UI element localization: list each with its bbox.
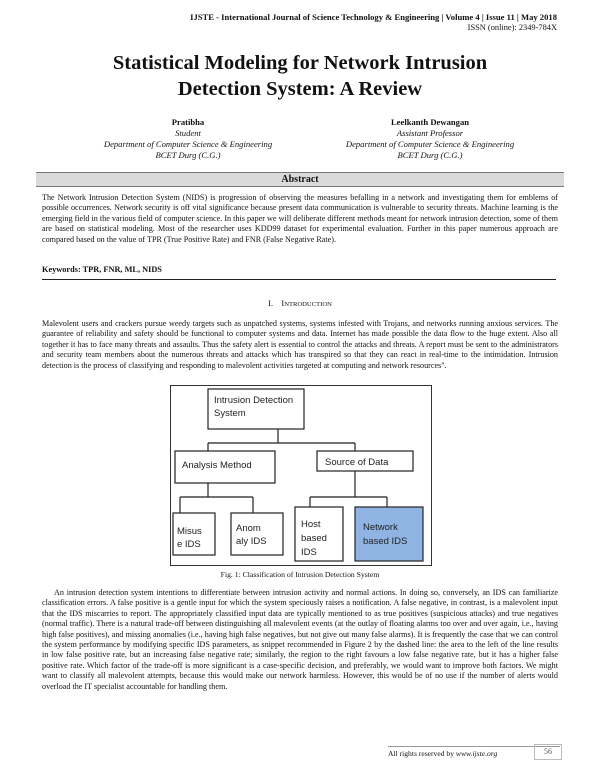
author-institution: BCET Durg (C.G.) [397,150,463,160]
journal-header: IJSTE - International Journal of Science Technology & Engineering | Volume 4 | Issue 11 | May 2018 [190,12,557,22]
misuse-ids-label-1: Misus [177,526,202,537]
analysis-method-label: Analysis Method [182,460,252,471]
host-based-label-2: based [301,533,327,544]
anomaly-ids-label-1: Anom [236,523,261,534]
network-based-label-1: Network [363,522,398,533]
section-title-initial: I [281,299,285,308]
source-of-data-label: Source of Data [325,457,389,468]
paper-title [40,50,560,102]
title-line-1: Statistical Modeling for Network Intrusion [112,52,488,74]
anomaly-ids-node [231,513,283,555]
footer-rights: All rights reserved by [388,749,455,758]
author-role: Student [175,128,201,138]
misuse-ids-label-2: e IDS [177,539,201,550]
page-number: 56 [534,744,562,760]
intro-paragraph: Malevolent users and crackers pursue weedy targets such as unpatched systems, systems infested with Trojans, and networks running anxious services. The guarantee of reliability and safety should be functional to computer systems and data. Internet has made possible the data flow to the huge extent. Also all together it has to face many threats and assaults. Thus the safety alert is essential to control the attacks and threats. A report must be sent to the administrators and security team members about the numerous threats and attacks which has transpired so that they can react in real-time to the intimidation. Intrusion detection is the process of classifying and responding to malevolent activities targeted at computing and network resources". [42,319,558,370]
network-based-ids-node [355,507,423,561]
abstract-heading: Abstract [36,172,564,187]
body-paragraph-text: An intrusion detection system intentions to differentiate between intrusion activity and normal actions. In doing so, conversely, an IDS can familiarize classification errors. A false positive is a gentle input for which the system speciously raises a notification. A false negative, in contrast, is a malevolent input that the IDS miscarries to report. The appropriately classified input data are typically mentioned to as true positives (suspicious attacks) and true negatives (normal traffic). There is a natural trade-off between distinguishing all malevolent events (at the outlay of floating alarms too over and over again, i.e., having high false positives), and missing anomalies (i.e., having high false negatives, but not give out many false alarms). It is frequently the case that we can control the system performance by modifying specific IDS parameters, as snippet recommended in Figure 2 by the dashed line: the area to the left of the line results in low false positive rate, but an increasing false negative rate; similarly, the region to the right favours a low false negative rate, but it has a higher false positive rate. Which factor of the trade-off is more significant is a case-specific decision, and preferably, we would want to improve both factors. We might want to classify all malevolent attempts, because this would make our network harmless. However, this would be of no use if the number of alerts would overload the IT specialist accountable for handling them. [42,588,558,691]
author-block-1 [68,117,308,161]
author-institution: BCET Durg (C.G.) [155,150,221,160]
anomaly-ids-label-2: aly IDS [236,536,267,547]
keywords: Keywords: TPR, FNR, ML, NIDS [42,265,162,274]
author-block-2 [310,117,550,161]
section-divider [42,279,556,280]
network-based-label-2: based IDS [363,536,408,547]
author-dept: Department of Computer Science & Engineering [345,139,515,149]
footer-text [388,749,497,758]
author-dept: Department of Computer Science & Engineering [103,139,273,149]
author-name: Leelkanth Dewangan [390,117,470,127]
body-paragraph [42,588,558,692]
issn: ISSN (online): 2349-784X [467,23,557,32]
section-heading [0,299,600,308]
figure-caption: Fig. 1: Classification of Intrusion Detection System [220,570,380,579]
footer-site-link[interactable]: www.ijste.org [455,749,498,758]
ids-classification-diagram [170,385,432,566]
title-line-2: Detection System: A Review [177,78,423,100]
author-role: Assistant Professor [396,128,464,138]
section-title-rest: NTRODUCTION [284,301,332,308]
host-based-label-1: Host [301,519,321,530]
host-based-label-3: IDS [301,547,317,558]
abstract-text: The Network Intrusion Detection System (NIDS) is progression of observing the measures befalling in a network and investigating them for emblems of possible occurrences. Network security is off vital significance because present data communication is vulnerable to security threats. Machine learning is the emerging field in the various field of computer science. In this paper we will deliberate different methods meant for network intrusion detection, some of them are based on statistical modeling. Most of the researcher uses KDD99 dataset for experimental evaluation. Further in this paper numerous approach are compared based on the value of TPR (True Positive Rate) and FNR (False Negative Rate). [42,193,558,244]
root-label-line-2: System [214,408,246,419]
author-name: Pratibha [171,117,205,127]
section-number: I. [268,299,274,308]
root-label-line-1: Intrusion Detection [214,395,294,406]
